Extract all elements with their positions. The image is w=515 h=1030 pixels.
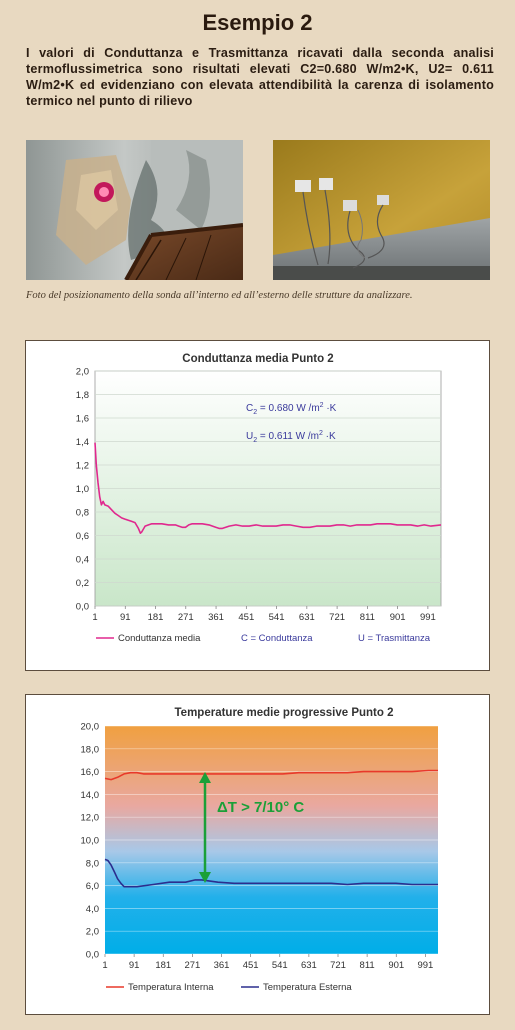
y-tick-label: 0,4	[75, 554, 89, 566]
x-tick-label: 1	[102, 960, 108, 971]
page-title: Esempio 2	[202, 10, 313, 35]
legend-conduttanza-media: Conduttanza media	[118, 633, 201, 644]
delta-t-label: ΔT > 7/10° C	[217, 799, 305, 816]
exterior-probe-photo	[273, 140, 490, 280]
y-tick-label: 0,8	[75, 507, 89, 519]
x-tick-label: 991	[419, 612, 436, 623]
chart-title: Temperature medie progressive Punto 2	[174, 707, 394, 719]
x-tick-label: 181	[155, 960, 172, 971]
y-tick-label: 0,2	[75, 578, 89, 589]
y-tick-label: 1,4	[75, 437, 89, 448]
x-tick-label: 811	[359, 612, 375, 623]
y-tick-label: 10,0	[80, 835, 99, 847]
x-tick-label: 541	[268, 612, 285, 623]
y-tick-label: 4,0	[85, 903, 99, 915]
y-tick-label: 1,0	[75, 484, 89, 495]
x-tick-labels	[92, 606, 435, 623]
legend-temperatura-interna: Temperatura Interna	[128, 982, 214, 993]
y-tick-label: 2,0	[75, 366, 89, 378]
x-tick-label: 361	[213, 960, 230, 971]
x-tick-label: 271	[184, 960, 201, 971]
temperature-chart	[26, 695, 491, 1016]
x-tick-label: 451	[242, 960, 259, 971]
x-tick-label: 721	[330, 960, 346, 971]
photo-caption: Foto del posizionamento della sonda all’interno ed all’esterno delle strutture da analizzare.	[26, 290, 413, 301]
x-tick-label: 991	[417, 960, 434, 971]
x-tick-label: 181	[147, 612, 164, 623]
y-tick-label: 8,0	[85, 858, 99, 870]
temperature-chart-panel	[25, 694, 490, 1015]
conductance-chart	[26, 341, 491, 672]
y-tick-label: 1,6	[75, 413, 89, 425]
y-tick-label: 18,0	[80, 744, 99, 756]
y-tick-label: 6,0	[85, 881, 99, 893]
y-tick-label: 1,8	[75, 390, 89, 401]
x-tick-label: 361	[208, 612, 224, 623]
y-tick-label: 20,0	[80, 721, 99, 733]
x-tick-label: 901	[389, 612, 406, 623]
x-tick-label: 451	[238, 612, 255, 623]
legend-temperatura-esterna: Temperatura Esterna	[263, 982, 352, 993]
y-tick-label: 2,0	[85, 926, 99, 938]
y-tick-label: 14,0	[80, 789, 99, 801]
x-tick-label: 91	[119, 612, 131, 623]
x-tick-label: 631	[298, 612, 315, 623]
x-tick-label: 541	[271, 960, 288, 971]
y-tick-label: 0,0	[85, 949, 99, 961]
legend-u-trasmittanza: U = Trasmittanza	[358, 633, 431, 644]
x-tick-label: 631	[300, 960, 317, 971]
x-tick-label: 901	[388, 960, 405, 971]
y-tick-labels	[76, 367, 89, 613]
u-annotation: $U_2 = 0.611$ W $/m^2 \cdot K$	[246, 430, 336, 444]
y-tick-labels	[81, 722, 100, 961]
x-tick-labels	[102, 954, 433, 971]
interior-probe-photo	[26, 140, 243, 280]
y-tick-label: 16,0	[80, 767, 99, 779]
x-tick-label: 721	[329, 612, 346, 623]
x-tick-label: 91	[128, 960, 140, 971]
x-tick-label: 1	[92, 612, 98, 623]
x-tick-label: 271	[177, 612, 194, 623]
intro-paragraph: I valori di Conduttanza e Trasmittanza ricavati dalla seconda analisi termoflussimetrica sono risultati elevati C2=0.680 W/m2•K, U2= 0.611 W/m2•K ed evidenziano con elevata attendibilità la carenza di isolamento termico nel punto di rilievo	[26, 46, 494, 108]
x-tick-label: 811	[359, 960, 375, 971]
legend-c-conduttanza: C = Conduttanza	[241, 633, 313, 644]
y-tick-label: 12,0	[80, 812, 99, 824]
y-tick-label: 0,0	[75, 601, 89, 613]
y-tick-label: 1,2	[75, 460, 89, 472]
y-tick-label: 0,6	[75, 531, 89, 542]
conductance-chart-panel	[25, 340, 490, 671]
c-annotation: $C_2 = 0.680$ W $/m^2 \cdot K$	[246, 402, 337, 416]
chart-title: Conduttanza media Punto 2	[182, 353, 334, 365]
